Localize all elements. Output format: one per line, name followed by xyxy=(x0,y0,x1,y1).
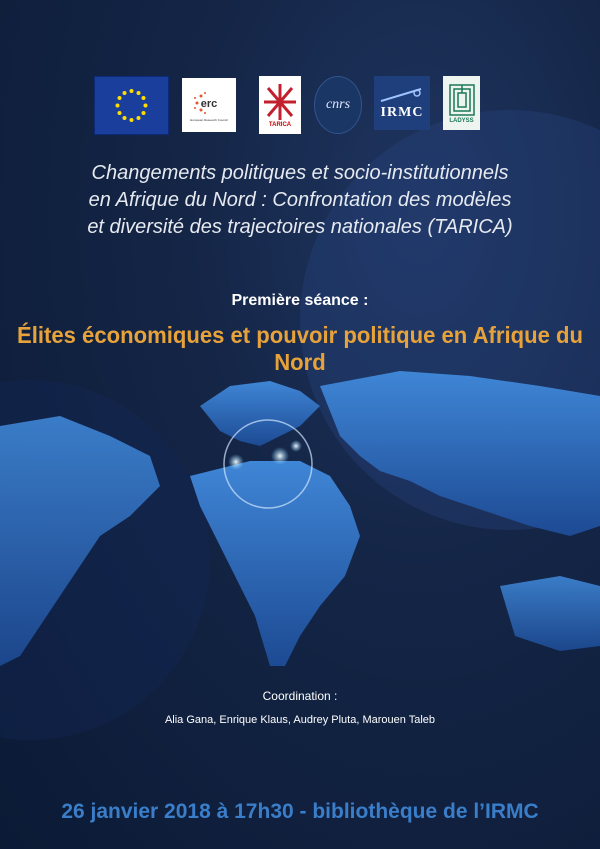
coordination-label: Coordination : xyxy=(262,689,338,703)
africa-landmass xyxy=(190,461,360,666)
oceania-landmass xyxy=(500,576,600,651)
irmc-logo xyxy=(374,76,430,130)
erc-caption: European Research Council xyxy=(190,118,228,122)
cnrs-wordmark: cnrs xyxy=(325,97,351,112)
ladyss-wordmark: LADYSS xyxy=(449,118,474,124)
eu-flag-icon xyxy=(94,76,169,135)
asia-landmass xyxy=(320,371,600,536)
session-label: Première séance : xyxy=(231,292,369,309)
erc-logo xyxy=(182,78,236,132)
tarica-wordmark: TARICA xyxy=(268,122,292,128)
coordinator-names: Alia Gana, Enrique Klaus, Audrey Pluta, Marouen Taleb xyxy=(164,714,436,726)
erc-wordmark: erc xyxy=(200,98,218,110)
map-glow-point xyxy=(228,454,244,470)
ladyss-logo xyxy=(443,76,480,130)
map-glow-point xyxy=(271,447,289,465)
subtitle-line: Changements politiques et socio-institutionnels xyxy=(91,162,509,184)
session-title: Élites économiques et pouvoir politique en Afrique du Nord xyxy=(17,322,583,375)
subtitle-line: en Afrique du Nord : Confrontation des modèles xyxy=(88,189,512,211)
tarica-logo xyxy=(259,76,301,134)
event-series-title xyxy=(0,160,600,241)
world-map xyxy=(0,366,600,666)
americas-landmass xyxy=(0,416,160,666)
irmc-wordmark: IRMC xyxy=(380,105,424,120)
event-date-location: 26 janvier 2018 à 17h30 - bibliothèque de l’IRMC xyxy=(61,800,539,823)
map-glow-point xyxy=(290,440,302,452)
cnrs-logo xyxy=(314,76,362,134)
logo-bar xyxy=(94,76,514,136)
subtitle-line: et diversité des trajectoires nationales (TARICA) xyxy=(87,216,513,238)
